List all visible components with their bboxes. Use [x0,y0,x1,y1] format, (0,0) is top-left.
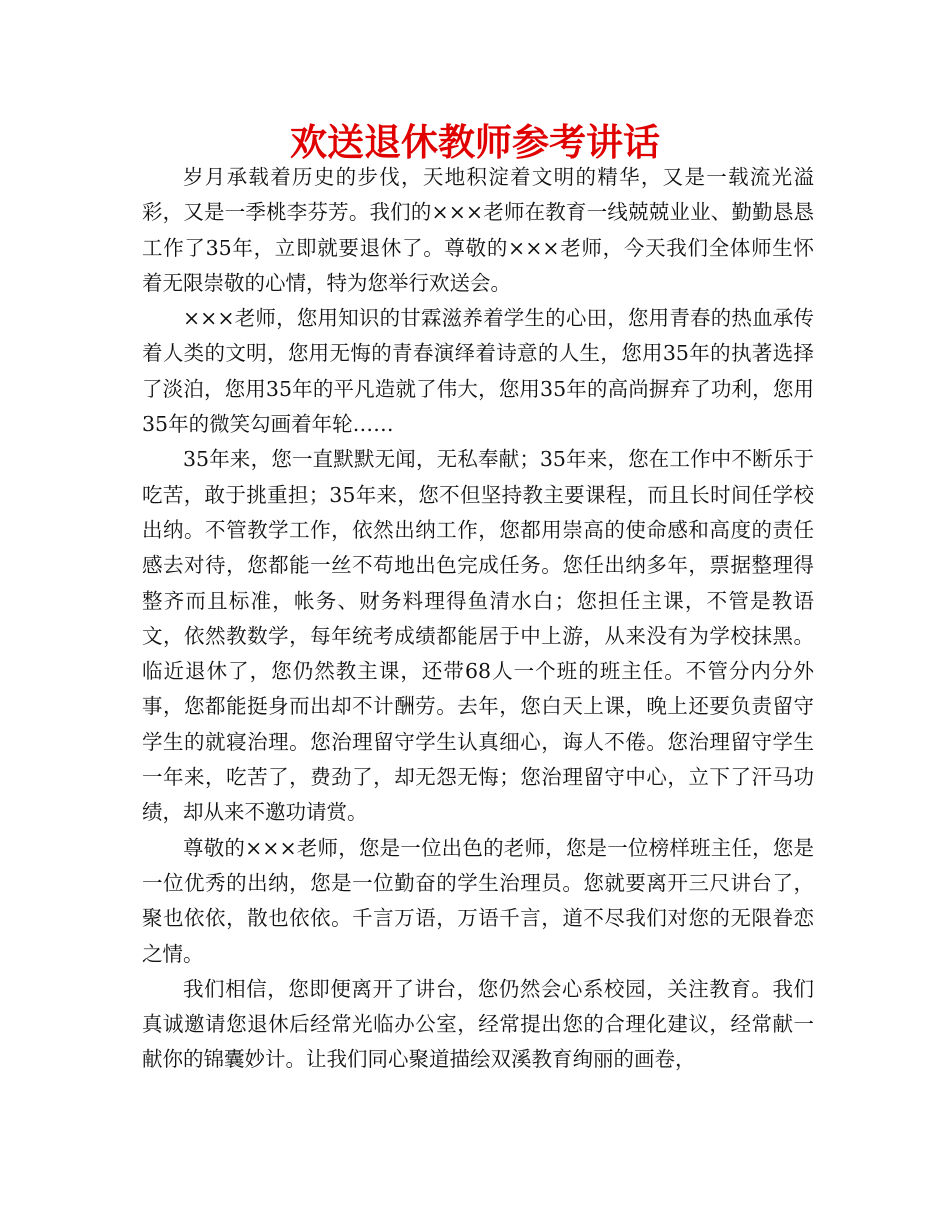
document-title: 欢送退休教师参考讲话 [290,121,660,164]
paragraph: ×××老师，您用知识的甘霖滋养着学生的心田，您用青春的热血承传着人类的文明，您用无悔的青春演绎着诗意的人生，您用35年的执著选择了淡泊，您用35年的平凡造就了伟大，您用35年的高尚摒弃了功利，您用35年的微笑勾画着年轮…… [142,306,814,437]
paragraph: 35年来，您一直默默无闻，无私奉献；35年来，您在工作中不断乐于吃苦，敢于挑重担；35年来，您不但坚持教主要课程，而且长时间任学校出纳。不管教学工作，依然出纳工作，您都用崇高的使命感和高度的责任感去对待，您都能一丝不苟地出色完成任务。您任出纳多年，票据整理得整齐而且标准，帐务、财务料理得鱼清水白；您担任主课，不管是教语文，依然教数学，每年统考成绩都能居于中上游，从来没有为学校抹黑。临近退休了，您仍然教主课，还带68人一个班的班主任。不管分内分外事，您都能挺身而出却不计酬劳。去年，您白天上课，晚上还要负责留守学生的就寝治理。您治理留守学生认真细心，诲人不倦。您治理留守学生一年来，吃苦了，费劲了，却无怨无悔；您治理留守中心，立下了汗马功绩，却从来不邀功请赏。 [142,447,814,825]
document-body [142,160,814,1078]
paragraph: 岁月承载着历史的步伐，天地积淀着文明的精华，又是一载流光溢彩，又是一季桃李芬芳。我们的×××老师在教育一线兢兢业业、勤勤恳恳工作了35年，立即就要退休了。尊敬的×××老师，今天我们全体师生怀着无限崇敬的心情，特为您举行欢送会。 [142,165,814,295]
paragraph: 我们相信，您即便离开了讲台，您仍然会心系校园，关注教育。我们真诚邀请您退休后经常光临办公室，经常提出您的合理化建议，经常献一献你的锦囊妙计。让我们同心聚道描绘双溪教育绚丽的画卷， [142,976,814,1072]
paragraph: 尊敬的×××老师，您是一位出色的老师，您是一位榜样班主任，您是一位优秀的出纳，您是一位勤奋的学生治理员。您就要离开三尺讲台了，聚也依依，散也依依。千言万语，万语千言，道不尽我们对您的无限眷恋之情。 [142,835,814,966]
